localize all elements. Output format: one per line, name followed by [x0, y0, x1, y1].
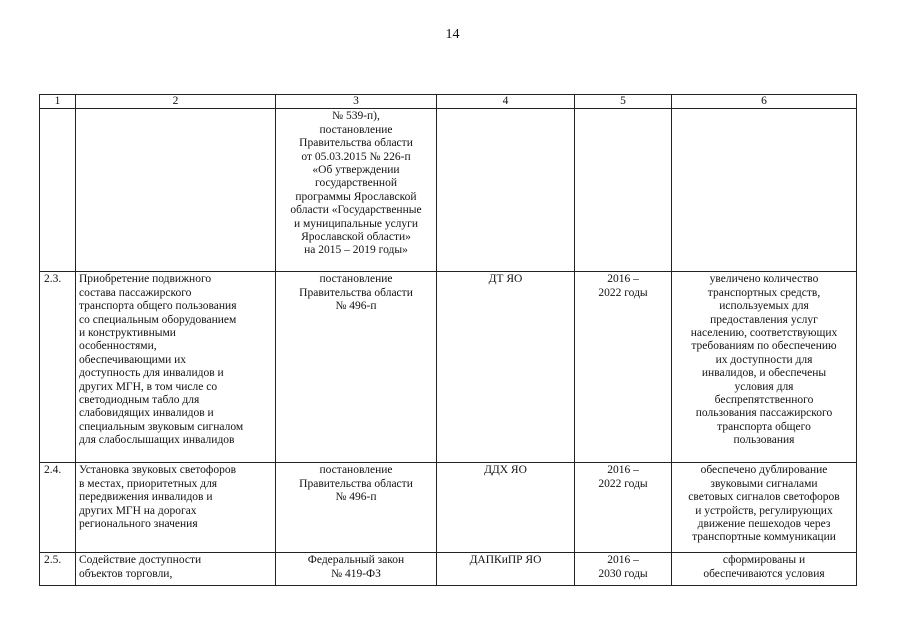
header-col-2: 2 [76, 95, 276, 109]
legal-basis-cell: постановление Правительства области № 496-п [276, 463, 437, 553]
period-cell: 2016 – 2022 годы [575, 272, 672, 463]
period-cell [575, 109, 672, 272]
table-row [40, 463, 857, 553]
legal-basis-cell: № 539-п), постановление Правительства области от 05.03.2015 № 226-п «Об утверждении государственной программы Ярославской области «Государственные и муниципальные услуги Ярославской области» на 2015 – 2019 годы» [276, 109, 437, 272]
period-cell: 2016 – 2022 годы [575, 463, 672, 553]
measures-table [39, 94, 857, 586]
header-col-5: 5 [575, 95, 672, 109]
row-number: 2.5. [40, 553, 76, 586]
page-number: 14 [445, 27, 460, 42]
measure-cell [76, 109, 276, 272]
row-number: 2.3. [40, 272, 76, 463]
executor-cell [437, 109, 575, 272]
row-number: 2.4. [40, 463, 76, 553]
legal-basis-cell: постановление Правительства области № 496-п [276, 272, 437, 463]
measure-cell: Установка звуковых светофоров в местах, приоритетных для передвижения инвалидов и других МГН на дорогах регионального значения [76, 463, 276, 553]
executor-cell: ДТ ЯО [437, 272, 575, 463]
table-row [40, 553, 857, 586]
header-col-6: 6 [672, 95, 857, 109]
result-cell [672, 109, 857, 272]
measure-cell: Содействие доступности объектов торговли, [76, 553, 276, 586]
table-row [40, 109, 857, 272]
header-col-4: 4 [437, 95, 575, 109]
legal-basis-cell: Федеральный закон № 419-ФЗ [276, 553, 437, 586]
result-cell: обеспечено дублирование звуковыми сигналами световых сигналов светофоров и устройств, регулирующих движение пешеходов через транспортные коммуникации [672, 463, 857, 553]
executor-cell: ДДХ ЯО [437, 463, 575, 553]
result-cell: увеличено количество транспортных средств, используемых для предоставления услуг населению, соответствующих требованиям по обеспечению их доступности для инвалидов, и обеспечены условия для беспрепятственного пользования пассажирского транспорта общего пользования [672, 272, 857, 463]
header-col-3: 3 [276, 95, 437, 109]
executor-cell: ДАПКиПР ЯО [437, 553, 575, 586]
period-cell: 2016 – 2030 годы [575, 553, 672, 586]
table-row [40, 272, 857, 463]
result-cell: сформированы и обеспечиваются условия [672, 553, 857, 586]
measure-cell: Приобретение подвижного состава пассажирского транспорта общего пользования со специальным оборудованием и конструктивными особенностями, обеспечивающими их доступность для инвалидов и других МГН, в том числе со светодиодным табло для слабовидящих инвалидов и специальным звуковым сигналом для слабослышащих инвалидов [76, 272, 276, 463]
header-col-1: 1 [40, 95, 76, 109]
row-number [40, 109, 76, 272]
table-header-row [40, 95, 857, 109]
